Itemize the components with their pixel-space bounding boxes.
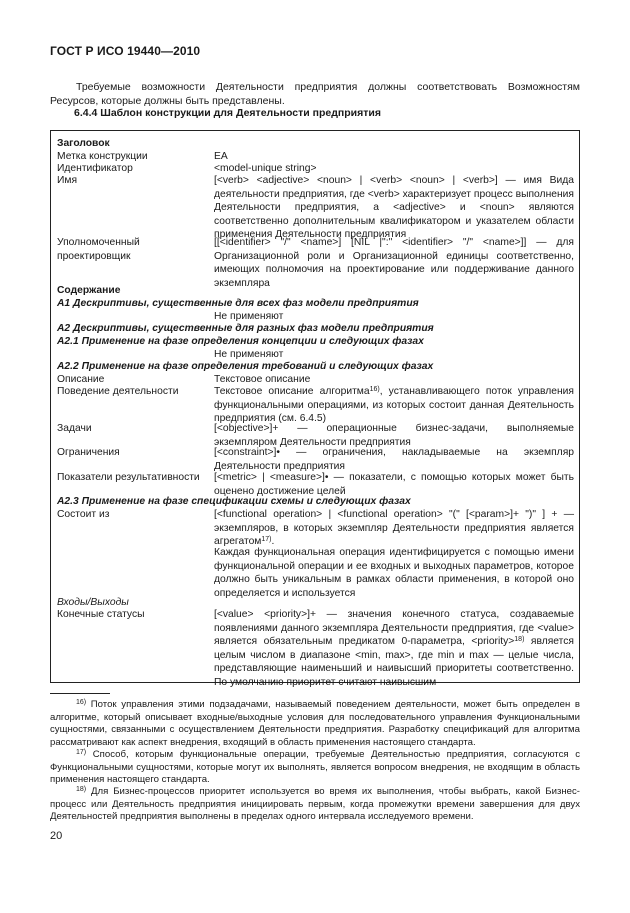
value-metka: EA [214,151,228,162]
footnote-18 [50,786,580,824]
footnote-16-num: 16) [76,699,87,706]
label-imya: Имя [57,175,78,186]
sostoit-text-cont: . [271,536,275,547]
povedenie-text-cont: , устанавливающего поток управления функциональными операциями, из которых состоит данная Деятельность предприятия (см. 6.4.5) [214,386,574,424]
value-sostoit-p2: Каждая функциональная операция идентифицируется с помощью имени функциональной операции и ее входных и выходных параметров, которое должно быть уникальным в рамках области применения, в которой оно определяется и используется [214,547,574,599]
value-sostoit [214,508,574,549]
footnote-ref-17: 17) [261,536,272,543]
heading-a21: A2.1 Применение на фазе определения концепции и следующих фазах [57,336,424,347]
heading-soderzhanie: Содержание [57,285,121,296]
label-opis: Описание [57,374,105,385]
label-sostoit: Состоит из [57,509,110,520]
label-vhody: Входы/Выходы [57,597,129,608]
konech-text-cont: является целым числом в диапазоне <min, max>, где min и max — целые числа, представляющие наименьший и наивысший приоритеты соответственно. По умолчанию приоритет считают наивысшим [214,636,574,688]
footnote-18-text: Для Бизнес-процессов приоритет используется во время их выполнения, чтобы выбрать, какой Бизнес-процесс или Деятельность предприятия инициировать первым, когда промежутки времени завершения для двух Деятельностей предприятия выполнены в пределах одного интервала исследуемого времени. [50,786,580,822]
label-ogran: Ограничения [57,447,120,458]
value-ne-prim-1: Не применяют [214,311,284,322]
footnote-17-num: 17) [76,749,87,756]
povedenie-text: Текстовое описание алгоритма [214,386,370,397]
label-konech: Конечные статусы [57,609,145,620]
sostoit-text: [<functional operation> | <functional operation> "(" [<param>]+ ")" ] + — экземпляров, в которых экземпляр Деятельности предприятия является агрегатом [214,509,574,547]
value-ne-prim-2: Не применяют [214,349,284,360]
value-pokaz: [<metric> | <measure>]• — показатели, с помощью которых может быть оценено достижение целей [214,472,574,497]
footnote-ref-18: 18) [514,636,525,643]
heading-a2: A2 Дескриптивы, существенные для разных фаз модели предприятия [57,323,434,334]
value-konech [214,608,574,689]
footnote-18-num: 18) [76,786,87,793]
label-pokaz: Показатели результативности [57,472,200,483]
footnote-17 [50,749,580,787]
intro-paragraph: Требуемые возможности Деятельности предприятия должны соответствовать Возможностям Ресурсов, которые должны быть представлены. [50,81,580,107]
value-ident: <model-unique string> [214,163,317,174]
label-ident: Идентификатор [57,163,133,174]
section-title: 6.4.4 Шаблон конструкции для Деятельности предприятия [74,107,381,119]
value-ogran: [<constraint>]• — ограничения, накладываемые на экземпляр Деятельности предприятия [214,447,574,472]
label-metka: Метка конструкции [57,151,148,162]
footnote-17-text: Способ, которым функциональные операции, требуемые Деятельностью предприятия, согласуются с Функциональными сущностями, которые могут их выполнять, является вопросом внедрения, не входящим в область применения настоящего стандарта. [50,749,580,785]
value-opis: Текстовое описание [214,374,311,385]
label-povedenie: Поведение деятельности [57,386,179,397]
konech-text: [<value> <priority>]+ — значения конечного статуса, создаваемые появлениями данного экземпляра Деятельности предприятия, где <value> является обязательным предикатом 0-параметра, <priority> [214,609,574,647]
label-upoln: Уполномоченный проектировщик [57,237,140,262]
value-povedenie [214,385,574,426]
value-upoln: [[<identifier> "/" <name>] [NIL |":" <identifier> "/" <name>]] — для Организационной роли и Организационной единицы соответственно, имеющих полномочия на проектирование или поддерживание данного экземпляра [214,237,574,289]
heading-a22: A2.2 Применение на фазе определения требований и следующих фазах [57,361,434,372]
page-number: 20 [50,830,63,842]
heading-a1: A1 Дескриптивы, существенные для всех фаз модели предприятия [57,298,419,309]
footnote-16 [50,699,580,749]
footnote-16-text: Поток управления этими подзадачами, называемый поведением деятельности, может быть определен в алгоритме, который описывает входные/выходные условия для последовательного управления Функциональными сущностями, связанными с осуществлением Деятельности предприятия. Разработку спецификаций для алгоритма рассматривают как аспект внедрения, входящий в область применения настоящего стандарта. [50,699,580,748]
heading-zagolovok: Заголовок [57,138,110,149]
label-zadachi: Задачи [57,423,92,434]
footnote-ref-16: 16) [369,386,380,393]
heading-a23: A2.3 Применение на фазе спецификации схемы и следующих фазах [57,496,411,507]
footnote-separator [50,693,110,694]
document-header: ГОСТ Р ИСО 19440—2010 [50,44,201,58]
value-zadachi: [<objective>]+ — операционные бизнес-задачи, выполняемые экземпляром Деятельности предприятия [214,423,574,448]
value-imya: [<verb> <adjective> <noun> | <verb> <noun> | <verb>] — имя Вида деятельности предприятия, где <verb> характеризует процесс выполнения Деятельности предприятия, а <adjective> и <noun> являются соответственно дополнительным квалификатором и указателем области применения Деятельности предприятия [214,175,574,240]
